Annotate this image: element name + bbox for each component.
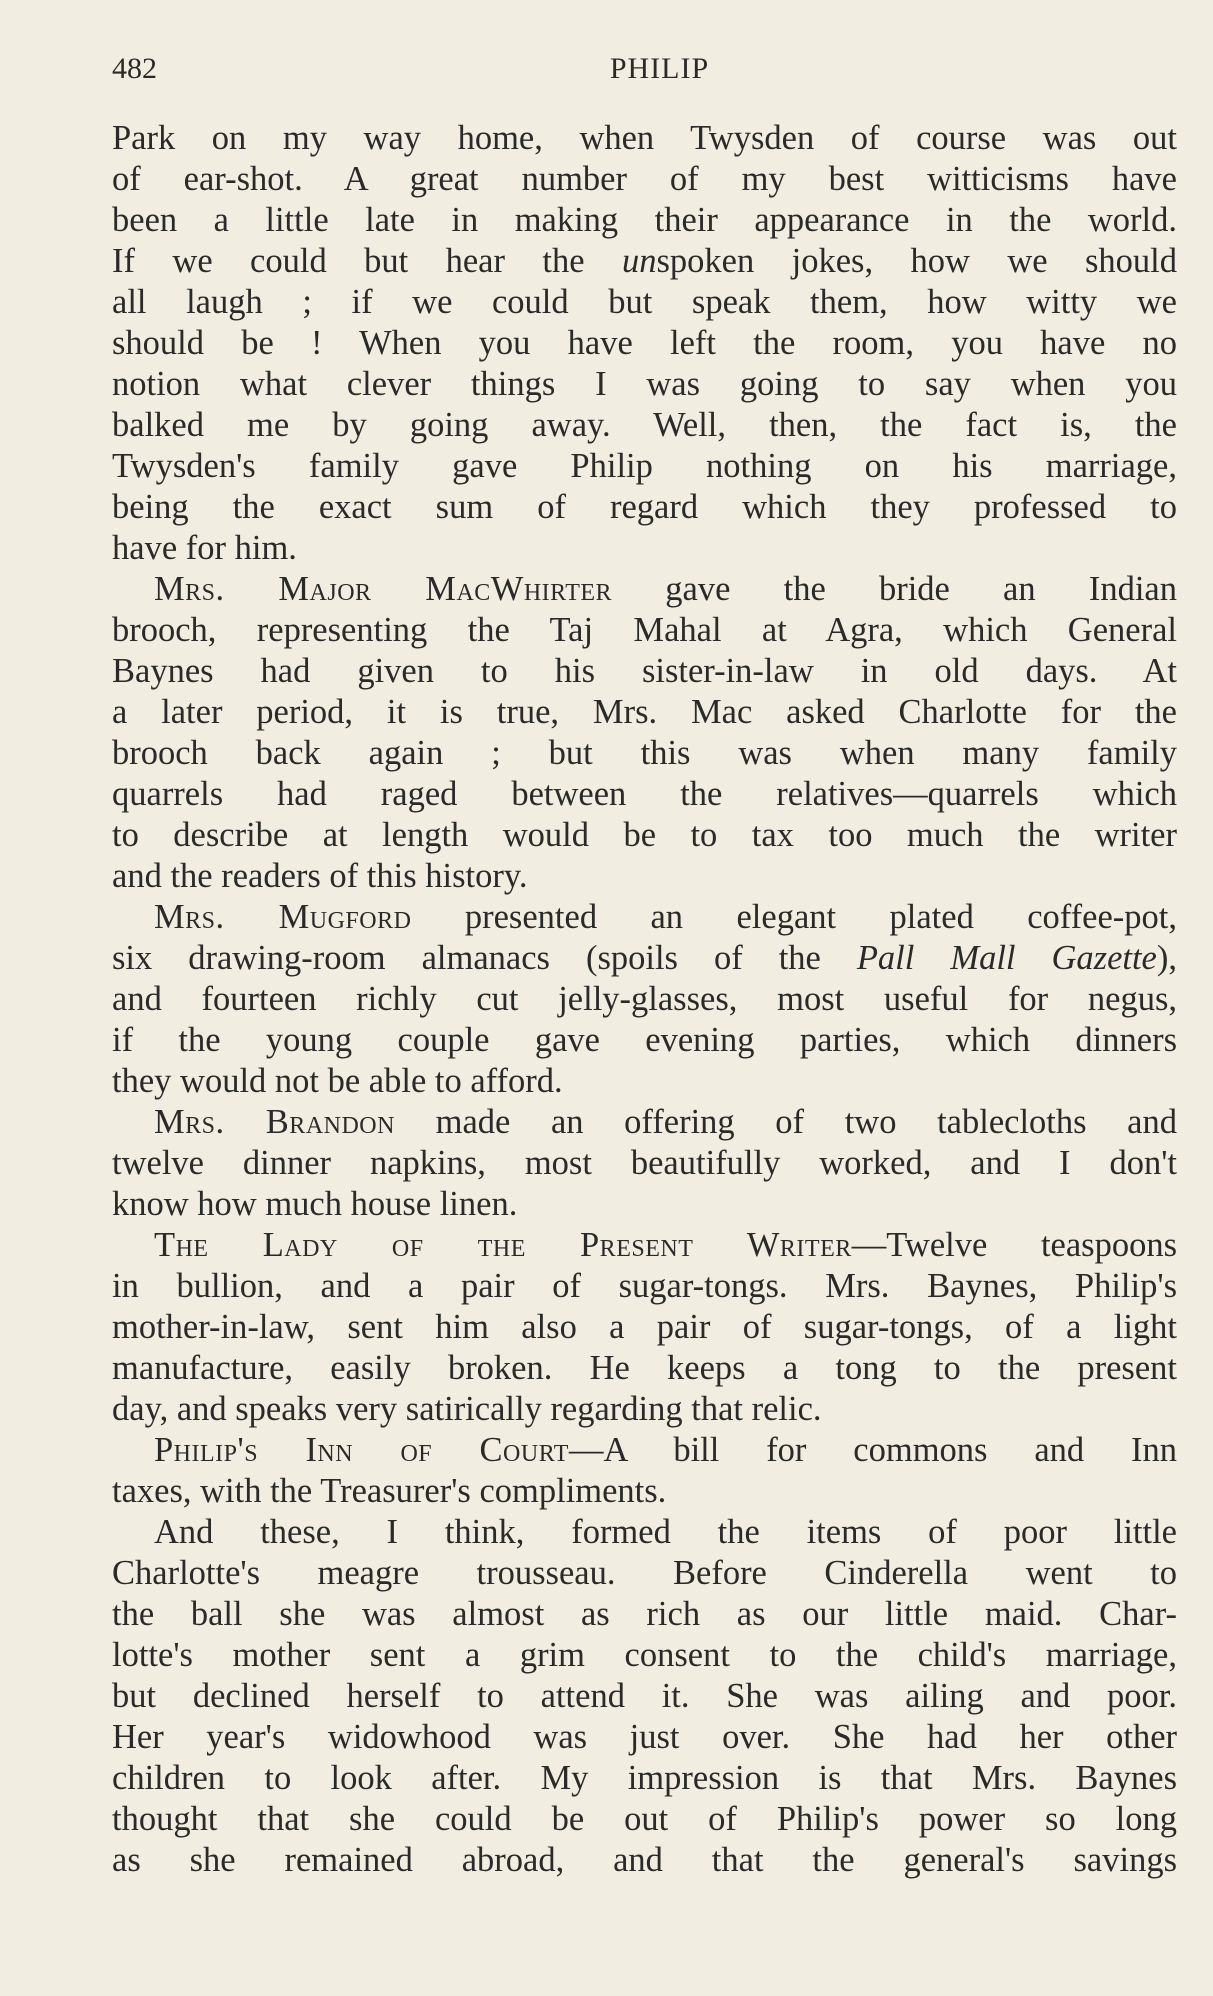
small-caps-heading: Philip's Inn of Court [154,1431,569,1469]
line-text: if the young couple gave evening parties, which dinners [112,1021,1177,1059]
text-line [112,774,1177,815]
body-text [112,118,1177,1881]
text-line [112,897,1177,938]
line-text: —Twelve teaspoons [851,1226,1177,1264]
text-line [112,1840,1177,1881]
line-text: been a little late in making their appearance in the world. [112,201,1177,239]
text-line [112,282,1177,323]
text-line [112,1307,1177,1348]
text-line [112,159,1177,200]
text-line [112,610,1177,651]
text-line [112,1266,1177,1307]
line-text: day, and speaks very satirically regarding that relic. [112,1390,822,1428]
text-line [112,1758,1177,1799]
line-text: Twysden's family gave Philip nothing on his marriage, [112,447,1177,485]
text-line [112,1102,1177,1143]
text-line [112,323,1177,364]
text-line [112,815,1177,856]
line-text: If we could but hear the [112,242,622,280]
text-line [112,1348,1177,1389]
text-line [112,1061,1177,1102]
text-line [112,1430,1177,1471]
line-text: gave the bride an Indian [612,570,1177,608]
line-text: all laugh ; if we could but speak them, how witty we [112,283,1177,321]
line-text: manufacture, easily broken. He keeps a tong to the present [112,1349,1177,1387]
line-text: they would not be able to afford. [112,1062,563,1100]
line-text: a later period, it is true, Mrs. Mac asked Charlotte for the [112,693,1177,731]
small-caps-heading: Mrs. Brandon [154,1103,395,1141]
small-caps-heading: Mrs. Major MacWhirter [154,570,613,608]
line-text: quarrels had raged between the relatives—quarrels which [112,775,1177,813]
italic-text: Pall Mall Gazette [856,939,1157,977]
line-text: know how much house linen. [112,1185,518,1223]
small-caps-heading: The Lady of the Present Writer [154,1226,852,1264]
text-line [112,1020,1177,1061]
line-text: have for him. [112,529,297,567]
text-line [112,405,1177,446]
running-title: PHILIP [609,52,710,85]
line-text: spoken jokes, how we should [656,242,1177,280]
line-text: notion what clever things I was going to say when you [112,365,1177,403]
text-line [112,446,1177,487]
line-text: Baynes had given to his sister-in-law in old days. At [112,652,1177,690]
line-text: presented an elegant plated coffee-pot, [411,898,1177,936]
small-caps-heading: Mrs. Mugford [154,898,412,936]
text-line [112,1471,1177,1512]
line-text: the ball she was almost as rich as our little maid. Char- [112,1595,1177,1633]
text-line [112,1389,1177,1430]
text-line [112,1717,1177,1758]
line-text: Park on my way home, when Twysden of course was out [112,119,1177,157]
line-text: being the exact sum of regard which they professed to [112,488,1177,526]
text-line [112,651,1177,692]
line-text: —A bill for commons and Inn [568,1431,1177,1469]
line-text: Charlotte's meagre trousseau. Before Cinderella went to [112,1554,1177,1592]
line-text: taxes, with the Treasurer's compliments. [112,1472,667,1510]
text-line [112,241,1177,282]
line-text: to describe at length would be to tax too much the writer [112,816,1177,854]
text-line [112,1512,1177,1553]
text-line [112,364,1177,405]
line-text: balked me by going away. Well, then, the fact is, the [112,406,1177,444]
line-text: and fourteen richly cut jelly-glasses, most useful for negus, [112,980,1177,1018]
text-line [112,1553,1177,1594]
line-text: and the readers of this history. [112,857,528,895]
text-line [112,200,1177,241]
text-line [112,569,1177,610]
text-line [112,979,1177,1020]
line-text: ), [1156,939,1177,977]
text-line [112,118,1177,159]
text-line [112,487,1177,528]
line-text: lotte's mother sent a grim consent to the child's marriage, [112,1636,1177,1674]
text-line [112,1635,1177,1676]
line-text: brooch back again ; but this was when many family [112,734,1177,772]
line-text: And these, I think, formed the items of poor little [154,1513,1177,1551]
line-text: twelve dinner napkins, most beautifully worked, and I don't [112,1144,1177,1182]
line-text: Her year's widowhood was just over. She had her other [112,1718,1177,1756]
text-line [112,692,1177,733]
text-line [112,733,1177,774]
line-text: as she remained abroad, and that the general's savings [112,1841,1177,1879]
text-line [112,1799,1177,1840]
page-number: 482 [112,52,157,85]
line-text: should be ! When you have left the room, you have no [112,324,1177,362]
line-text: six drawing-room almanacs (spoils of the [112,939,857,977]
text-line [112,1184,1177,1225]
page-header [112,44,1177,94]
line-text: of ear-shot. A great number of my best witticisms have [112,160,1177,198]
text-line [112,938,1177,979]
line-text: brooch, representing the Taj Mahal at Agra, which General [112,611,1177,649]
italic-text: un [621,242,657,280]
line-text: mother-in-law, sent him also a pair of sugar-tongs, of a light [112,1308,1177,1346]
text-line [112,1225,1177,1266]
text-line [112,1594,1177,1635]
line-text: thought that she could be out of Philip's power so long [112,1800,1177,1838]
line-text: children to look after. My impression is that Mrs. Baynes [112,1759,1177,1797]
text-line [112,528,1177,569]
text-line [112,1143,1177,1184]
text-line [112,856,1177,897]
line-text: in bullion, and a pair of sugar-tongs. Mrs. Baynes, Philip's [112,1267,1177,1305]
line-text: but declined herself to attend it. She was ailing and poor. [112,1677,1177,1715]
line-text: made an offering of two tablecloths and [394,1103,1177,1141]
text-line [112,1676,1177,1717]
